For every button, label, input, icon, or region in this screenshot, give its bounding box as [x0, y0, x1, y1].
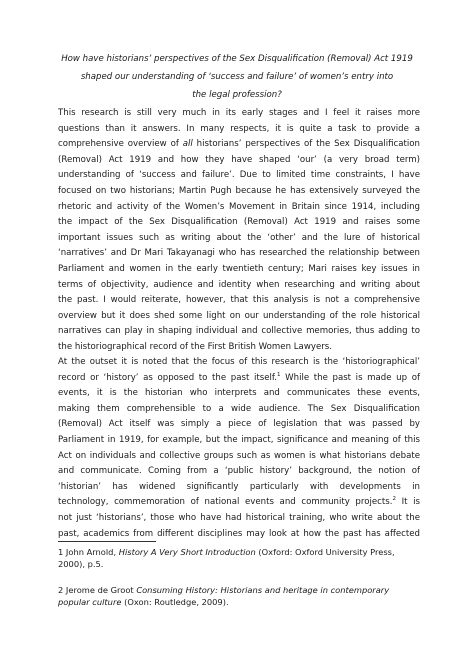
p2-line: ‘historian’ has widened significantly particularly with developments in [58, 481, 420, 492]
p1-line: questions than it answers. In many respects, it is quite a task to provide a [58, 123, 420, 134]
p2-line: not just ‘historians’, those who have had historical training, who write about the [58, 512, 420, 523]
document-title [52, 50, 422, 104]
p1-line: narratives can play in shaping individual and collective memories, thus adding to [58, 326, 420, 337]
paragraph-1 [58, 106, 420, 356]
p1-text: historians’ perspectives of the Sex Disqualification [192, 139, 420, 150]
p1-line: the historiographical record of the First British Women Lawyers. [58, 341, 332, 352]
footnote-ref-1[interactable]: 1 [277, 371, 281, 378]
p1-line: (Removal) Act 1919 and how they have shaped ‘our’ (a very broad term) [58, 154, 420, 165]
p2-text: record or ‘history’ as opposed to the past itself. [58, 372, 277, 383]
title-line-1: How have historians’ perspectives of the Sex Disqualification (Removal) Act 1919 [61, 54, 413, 64]
footnote-text: 1 John Arnold, [58, 547, 119, 557]
p1-line: rhetoric and activity of the Women’s Movement in Britain since 1914, including [58, 201, 420, 212]
p1-line: Parliament and women in the early twentieth century; Mari raises key issues in [58, 263, 420, 274]
footnote-1 [58, 546, 420, 571]
footnote-divider [58, 541, 156, 542]
p1-line: the past. I would reiterate, however, that this analysis is not a comprehensive [58, 295, 420, 306]
p2-line: making them comprehensible to a wide audience. The Sex Disqualification [58, 403, 420, 414]
p2-text: It is [395, 497, 420, 508]
p2-line: events, it is the historian who interprets and communicates these events, [58, 388, 420, 399]
p1-line: terms of objectivity, audience and identity when researching and writing about [58, 279, 420, 290]
p1-line [58, 137, 420, 153]
footnote-book-title: History A Very Short Introduction [118, 547, 256, 557]
footnote-line [58, 546, 420, 558]
title-line-2: shaped our understanding of ‘success and failure’ of women’s entry into [80, 72, 394, 82]
p2-line: and communicate. Coming from a ‘public history’ background, the notion of [58, 466, 420, 477]
p2-line [58, 371, 420, 387]
p2-text: technology, commemoration of national events and community projects. [58, 497, 393, 508]
p2-text: While the past is made up of [280, 372, 420, 383]
p1-line: overview but it does shed some light on our understanding of the role historical [58, 310, 420, 321]
footnote-text: (Oxon: Routledge, 2009). [121, 597, 229, 608]
footnote-text: (Oxford: Oxford University Press, [255, 547, 395, 557]
p2-line: (Removal) Act itself was simply a piece of legislation that was passed by [58, 419, 420, 430]
p1-text: comprehensive overview of [58, 139, 183, 150]
footnote-line [58, 596, 420, 608]
footnote-book-title: popular culture [58, 597, 122, 608]
p1-line: This research is still very much in its early stages and I feel it raises more [58, 108, 420, 118]
p2-line: Act on individuals and collective groups such as women is what historians debate [58, 450, 420, 461]
footnote-book-title: Consuming History: Historians and heritage in contemporary [136, 585, 390, 595]
p2-line: past, academics from different disciplines may look at how the past has affected [58, 528, 420, 539]
p1-emphasis: all [182, 139, 193, 150]
p1-line: important issues such as writing about the ‘other’ and the lure of historical [58, 232, 420, 243]
footnote-text: 2 Jerome de Groot [58, 585, 137, 595]
footnote-ref-2[interactable]: 2 [392, 496, 396, 503]
footnote-line: 2000), p.5. [58, 559, 104, 570]
p1-line: understanding of ‘success and failure’. Due to limited time constraints, I have [58, 170, 420, 181]
p2-line: Parliament in 1919, for example, but the impact, significance and meaning of this [58, 434, 420, 445]
paragraph-2 [58, 355, 420, 542]
footnote-2 [58, 584, 420, 609]
p1-line: ‘narratives’ and Dr Mari Takayanagi who has researched the relationship between [58, 248, 420, 259]
p1-line: focused on two historians; Martin Pugh because he has extensively surveyed the [58, 185, 420, 196]
p1-line: the impact of the Sex Disqualification (Removal) Act 1919 and raises some [58, 217, 420, 228]
footnote-line [58, 584, 420, 596]
p2-line: At the outset it is noted that the focus of this research is the ‘historiographical’ [58, 357, 420, 367]
title-line-3: the legal profession? [192, 90, 282, 100]
p2-line [58, 495, 420, 511]
